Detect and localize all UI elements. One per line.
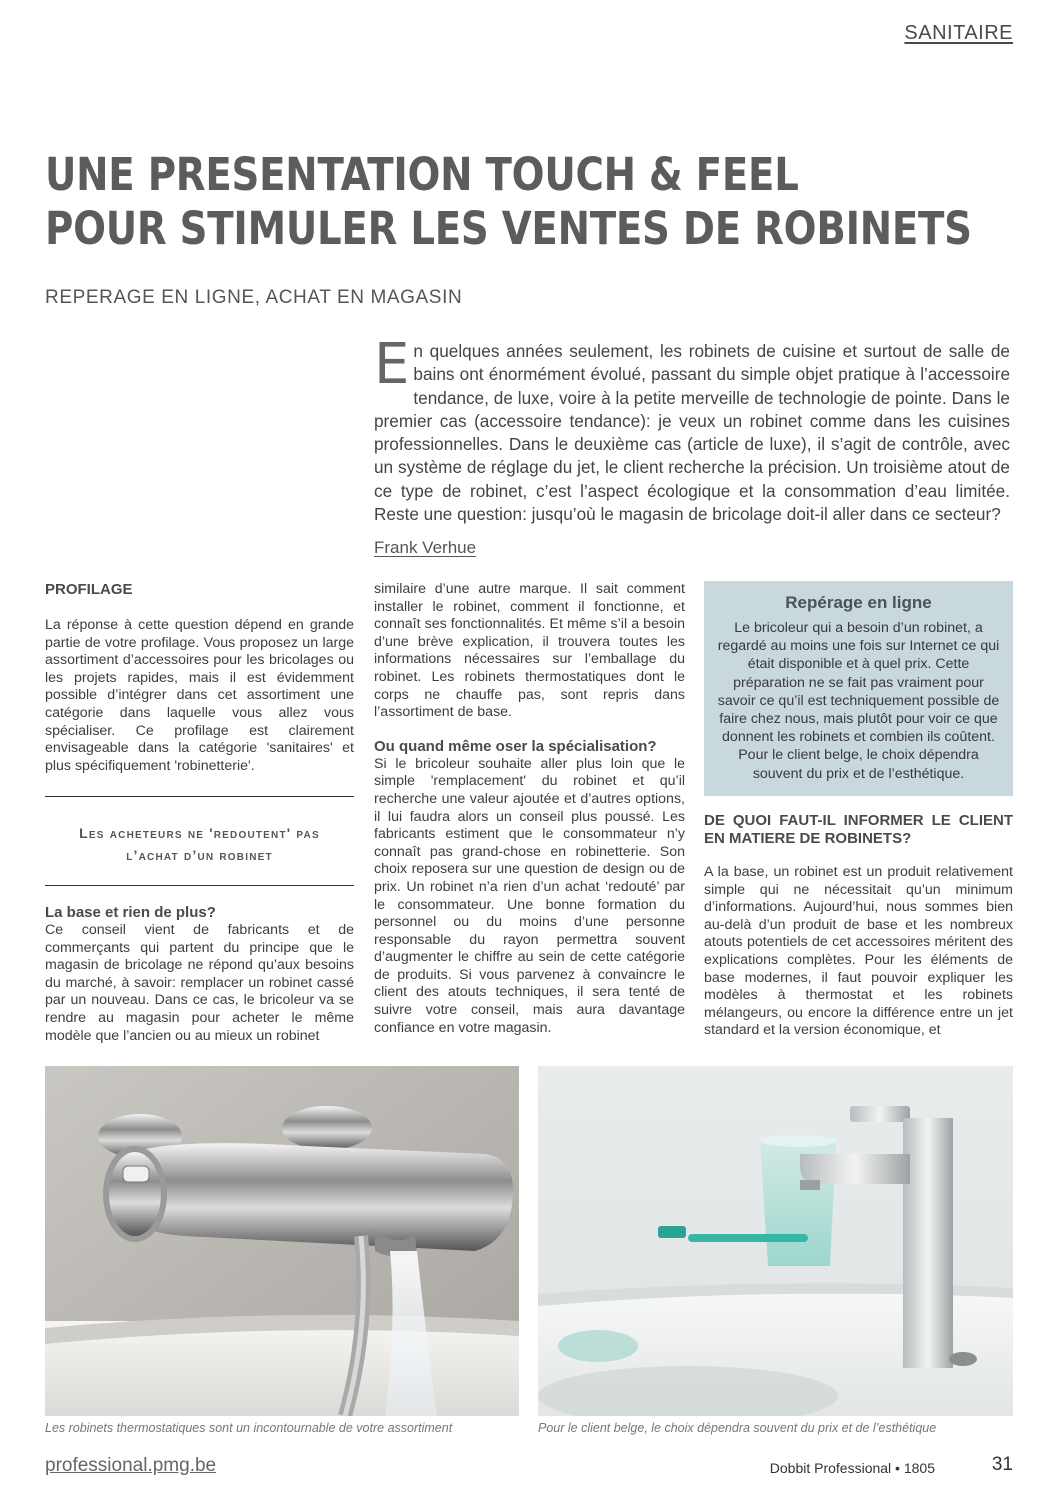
pull-quote [45, 796, 354, 886]
heading-la-base: La base et rien de plus? [45, 904, 216, 921]
intro-text: n quelques années seulement, les robinets de cuisine et surtout de salle de bains ont énormément évolué, passant du simple objet pratique à l’accessoire tendance, de luxe, voire à la petite merveille de technologie de pointe. Dans le premier cas (accessoire tendance): je veux un robinet comme dans les cuisines professionnelles. Dans le deuxième cas (article de luxe), il s’agit de contrôle, avec un système de réglage du jet, le client recherche la précision. Un troisième atout de ce type de robinet, c’est l’aspect écologique et la consommation d’eau limitée. Reste une question: jusqu’où le magasin de bricolage doit-il aller dans ce secteur? [374, 341, 1010, 525]
photo-caption-2: Pour le client belge, le choix dépendra souvent du prix et de l’esthétique [538, 1421, 937, 1435]
article-title [45, 148, 972, 256]
heading-profilage: PROFILAGE [45, 581, 133, 598]
footer-magazine-issue: Dobbit Professional • 1805 [769, 1460, 935, 1476]
paragraph-continuation: similaire d’une autre marque. Il sait comment installer le robinet, comment il fonctionne, et connaît ses fonctionnalités. Et même s’il a besoin d’une brève explication, il trouvera toutes les informations nécessaires sur l’emballage du robinet. Les robinets thermostatiques dont le corps ne chauffe pas, sont repris dans l’assortiment de base. [374, 581, 685, 721]
photo-thermostatic-mixer [45, 1066, 519, 1416]
author-name: Frank Verhue [374, 538, 477, 557]
drop-cap: E [374, 332, 410, 397]
column-2 [374, 581, 685, 1037]
column-1 [45, 581, 354, 775]
paragraph-informer-client: A la base, un robinet est un produit relativement simple qui ne nécessitait qu’un minimum d’informations. Aujourd’hui, nous sommes bien au-delà d’un produit de base et les nombreux atouts potentiels de cet accessoires méritent des explications complètes. Pour les éléments de base modernes, il faut pouvoir expliquer les modèles à thermostat et les robinets mélangeurs, ou encore la différence entre un jet standard et la version économique, et [704, 864, 1013, 1039]
article-intro [374, 332, 1010, 526]
pull-quote-line-2: l’achat d’un robinet [126, 847, 273, 863]
paragraph-specialisation: Si le bricoleur souhaite aller plus loin que le simple 'remplacement' du robinet et qu’il recherche une valeur ajoutée et d’autres options, il lui faudra alors un conseil plus poussé. Les fabricants estiment que le consommateur n’y connaît pas grand-chose en robinetterie. Son choix reposera sur une question de design ou de prix. Un robinet n’a rien d’un achat ‘redouté’ par le consommateur. Une bonne formation du personnel ou du moins d’une personne responsable du rayon permettra souvent d’augmenter le chiffre au sein de cette catégorie de produits. Si vous parvenez à convaincre le client des atouts techniques, il sera tenté de suivre votre conseil, mais aura davantage confiance en votre magasin. [374, 755, 685, 1036]
pull-quote-line-1: Les acheteurs ne 'redoutent' pas [79, 825, 320, 841]
title-line-2: POUR STIMULER LES VENTES DE ROBINETS [45, 202, 972, 255]
sidebar-box [704, 581, 1013, 796]
column-1-lower [45, 904, 354, 1045]
title-line-1: UNE PRESENTATION TOUCH & FEEL [45, 148, 799, 201]
section-tag: SANITAIRE [904, 22, 1013, 44]
paragraph-profilage: La réponse à cette question dépend en grande partie de votre profilage. Vous proposez un large assortiment d’accessoires pour les bricolages ou les projets rapides, mais il est évidemment possible d’intégrer dans cet assortiment une catégorie dans laquelle vous allez vous spécialiser. Ce profilage est clairement envisageable dans la catégorie 'sanitaires' et plus spécifiquement 'robinetterie'. [45, 617, 354, 774]
page-number: 31 [991, 1454, 1013, 1475]
sidebar-text: Le bricoleur qui a besoin d’un robinet, a regardé au moins une fois sur Internet ce qui était disponible et à quel prix. Cette préparation ne se fait pas vraiment pour savoir ce qu’il est techniquement possible de faire chez nous, mais plutôt pour voir ce que donnent les robinets et combien ils coûtent. Pour le client belge, le choix dépendra souvent du prix et de l’esthétique. [717, 620, 1000, 782]
sidebar-title: Repérage en ligne [785, 593, 932, 612]
heading-informer-client: DE QUOI FAUT-IL INFORMER LE CLIENT EN MATIERE DE ROBINETS? [704, 812, 1013, 847]
photo-basin-mixer [538, 1066, 1013, 1416]
photo-caption-1: Les robinets thermostatiques sont un incontournable de votre assortiment [45, 1421, 453, 1435]
column-3 [704, 812, 1013, 1040]
footer-website-link[interactable]: professional.pmg.be [45, 1455, 217, 1476]
article-subtitle: REPERAGE EN LIGNE, ACHAT EN MAGASIN [45, 287, 463, 308]
heading-specialisation: Ou quand même oser la spécialisation? [374, 737, 657, 755]
paragraph-la-base: Ce conseil vient de fabricants et de commerçants qui partent du principe que le magasin de bricolage ne répond qu’aux besoins du marché, à savoir: remplacer un robinet cassé par un nouveau. Dans ce cas, le bricoleur va se rendre au magasin pour acheter le même modèle que l’ancien ou au mieux un robinet [45, 922, 354, 1044]
